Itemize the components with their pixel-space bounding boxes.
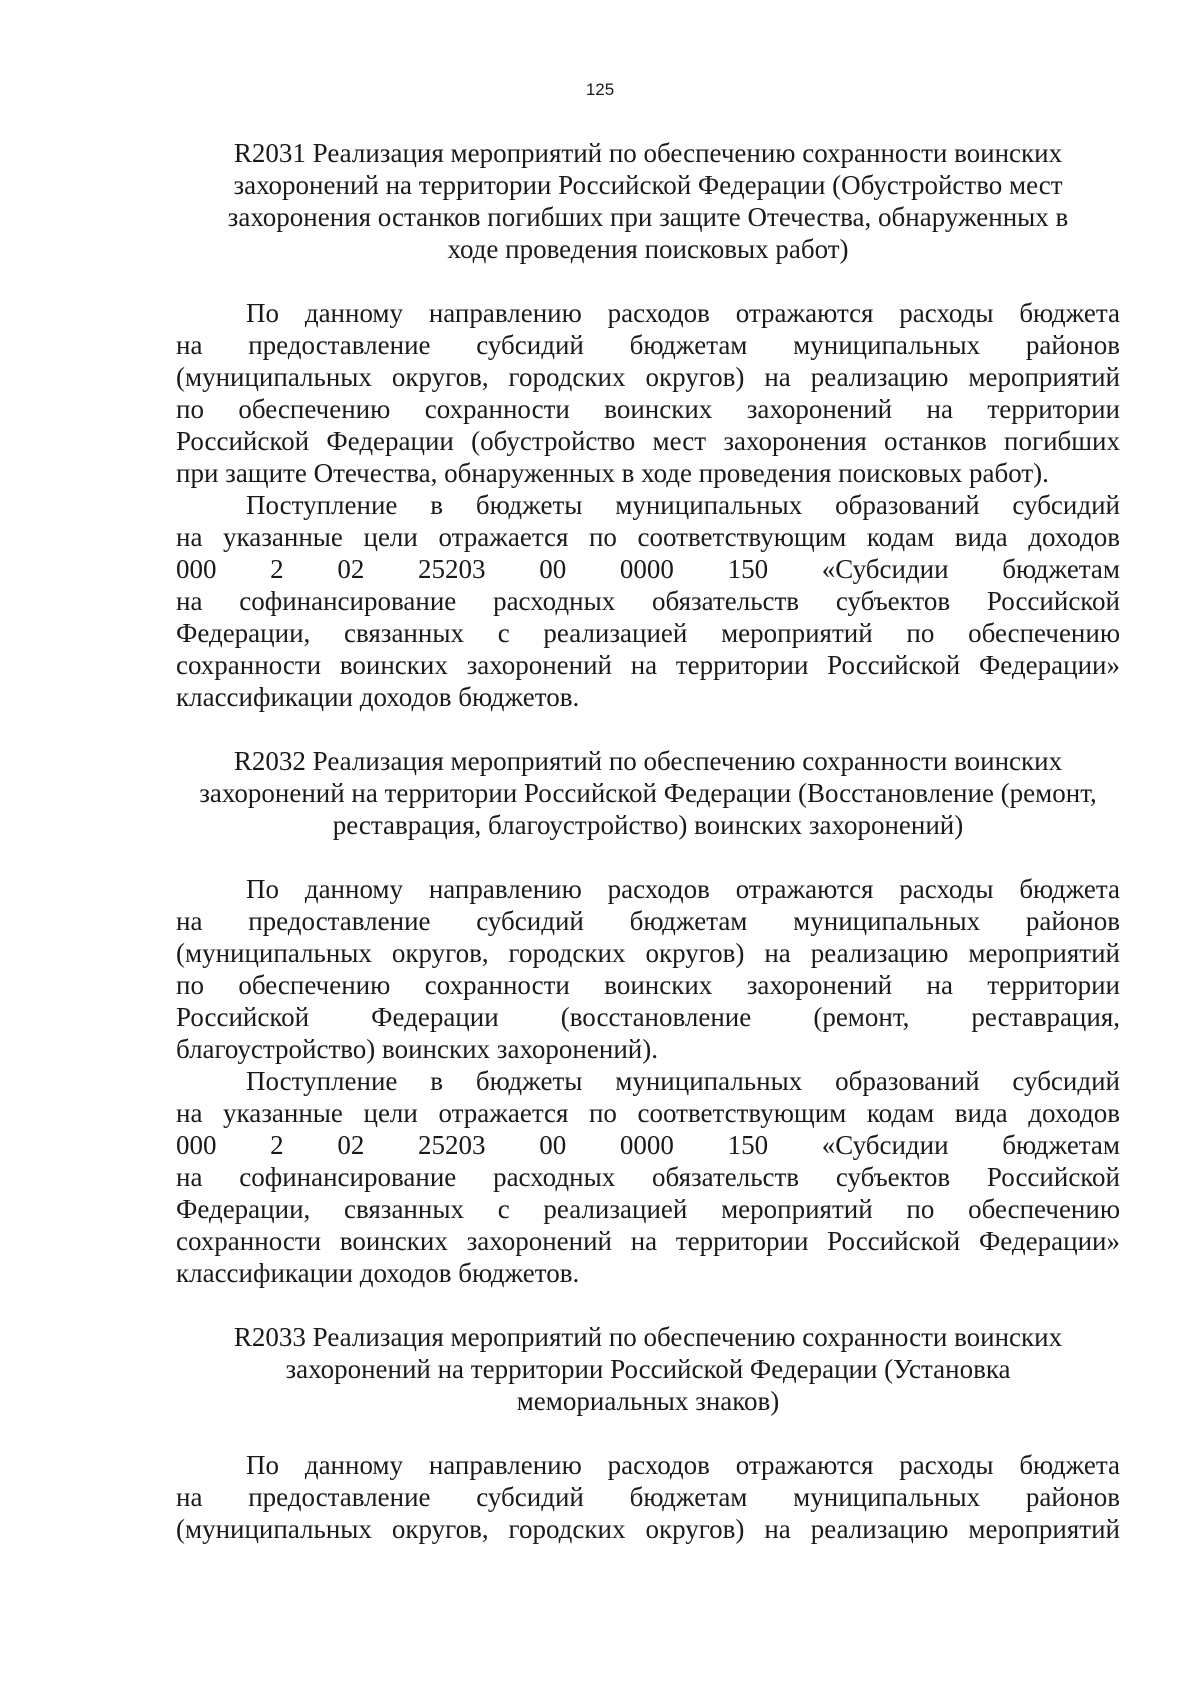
page-number: 125 bbox=[585, 80, 615, 99]
text-line: По данному направлению расходов отражаются расходы бюджета bbox=[246, 874, 1120, 904]
text-line: на предоставление субсидий бюджетам муниципальных районов bbox=[176, 906, 1120, 936]
text-line: по обеспечению сохранности воинских захоронений на территории bbox=[176, 970, 1120, 1000]
heading-line: захоронения останков погибших при защите Отечества, обнаруженных в bbox=[227, 202, 1069, 232]
paragraph bbox=[176, 489, 1120, 713]
heading-line: захоронений на территории Российской Федерации (Обустройство мест bbox=[233, 170, 1063, 200]
text-line: Поступление в бюджеты муниципальных образований субсидий bbox=[246, 490, 1120, 520]
heading-line: R2033 Реализация мероприятий по обеспечению сохранности воинских bbox=[233, 1322, 1063, 1352]
text-line: (муниципальных округов, городских округов) на реализацию мероприятий bbox=[176, 1514, 1120, 1544]
text-line: по обеспечению сохранности воинских захоронений на территории bbox=[176, 394, 1120, 424]
text-line: на предоставление субсидий бюджетам муниципальных районов bbox=[176, 330, 1120, 360]
paragraph bbox=[176, 1449, 1120, 1545]
paragraph bbox=[176, 1065, 1120, 1289]
heading-line: захоронений на территории Российской Федерации (Установка bbox=[285, 1354, 1011, 1384]
text-line: классификации доходов бюджетов. bbox=[176, 1258, 580, 1288]
text-line: (муниципальных округов, городских округов) на реализацию мероприятий bbox=[176, 938, 1120, 968]
text-line: на софинансирование расходных обязательств субъектов Российской bbox=[176, 586, 1120, 616]
text-line: Федерации, связанных с реализацией мероприятий по обеспечению bbox=[176, 1194, 1120, 1224]
heading-line: реставрация, благоустройство) воинских захоронений) bbox=[332, 810, 964, 840]
text-line: на предоставление субсидий бюджетам муниципальных районов bbox=[176, 1482, 1120, 1512]
text-line: благоустройство) воинских захоронений). bbox=[176, 1034, 658, 1064]
heading-line: R2032 Реализация мероприятий по обеспечению сохранности воинских bbox=[233, 746, 1063, 776]
heading-line: ходе проведения поисковых работ) bbox=[447, 234, 849, 264]
paragraph bbox=[176, 873, 1120, 1065]
heading-line: захоронений на территории Российской Федерации (Восстановление (ремонт, bbox=[199, 778, 1097, 808]
text-line: 000 2 02 25203 00 0000 150 «Субсидии бюджетам bbox=[176, 1130, 1120, 1160]
text-line: на софинансирование расходных обязательств субъектов Российской bbox=[176, 1162, 1120, 1192]
text-line: Российской Федерации (обустройство мест захоронения останков погибших bbox=[176, 426, 1120, 456]
text-line: Федерации, связанных с реализацией мероприятий по обеспечению bbox=[176, 618, 1120, 648]
text-line: при защите Отечества, обнаруженных в ходе проведения поисковых работ). bbox=[176, 458, 1049, 488]
text-line: (муниципальных округов, городских округов) на реализацию мероприятий bbox=[176, 362, 1120, 392]
text-line: Российской Федерации (восстановление (ремонт, реставрация, bbox=[176, 1002, 1120, 1032]
section-heading bbox=[176, 745, 1120, 841]
section-heading bbox=[176, 137, 1120, 265]
paragraph bbox=[176, 297, 1120, 489]
text-line: 000 2 02 25203 00 0000 150 «Субсидии бюджетам bbox=[176, 554, 1120, 584]
text-line: Поступление в бюджеты муниципальных образований субсидий bbox=[246, 1066, 1120, 1096]
text-line: сохранности воинских захоронений на территории Российской Федерации» bbox=[176, 650, 1120, 680]
text-line: По данному направлению расходов отражаются расходы бюджета bbox=[246, 1450, 1120, 1480]
heading-line: мемориальных знаков) bbox=[516, 1386, 780, 1416]
text-line: на указанные цели отражается по соответствующим кодам вида доходов bbox=[176, 1098, 1120, 1128]
heading-line: R2031 Реализация мероприятий по обеспечению сохранности воинских bbox=[233, 138, 1063, 168]
text-line: сохранности воинских захоронений на территории Российской Федерации» bbox=[176, 1226, 1120, 1256]
document-body bbox=[176, 137, 1120, 1545]
text-line: По данному направлению расходов отражаются расходы бюджета bbox=[246, 298, 1120, 328]
text-line: классификации доходов бюджетов. bbox=[176, 682, 580, 712]
section-heading bbox=[176, 1321, 1120, 1417]
text-line: на указанные цели отражается по соответствующим кодам вида доходов bbox=[176, 522, 1120, 552]
